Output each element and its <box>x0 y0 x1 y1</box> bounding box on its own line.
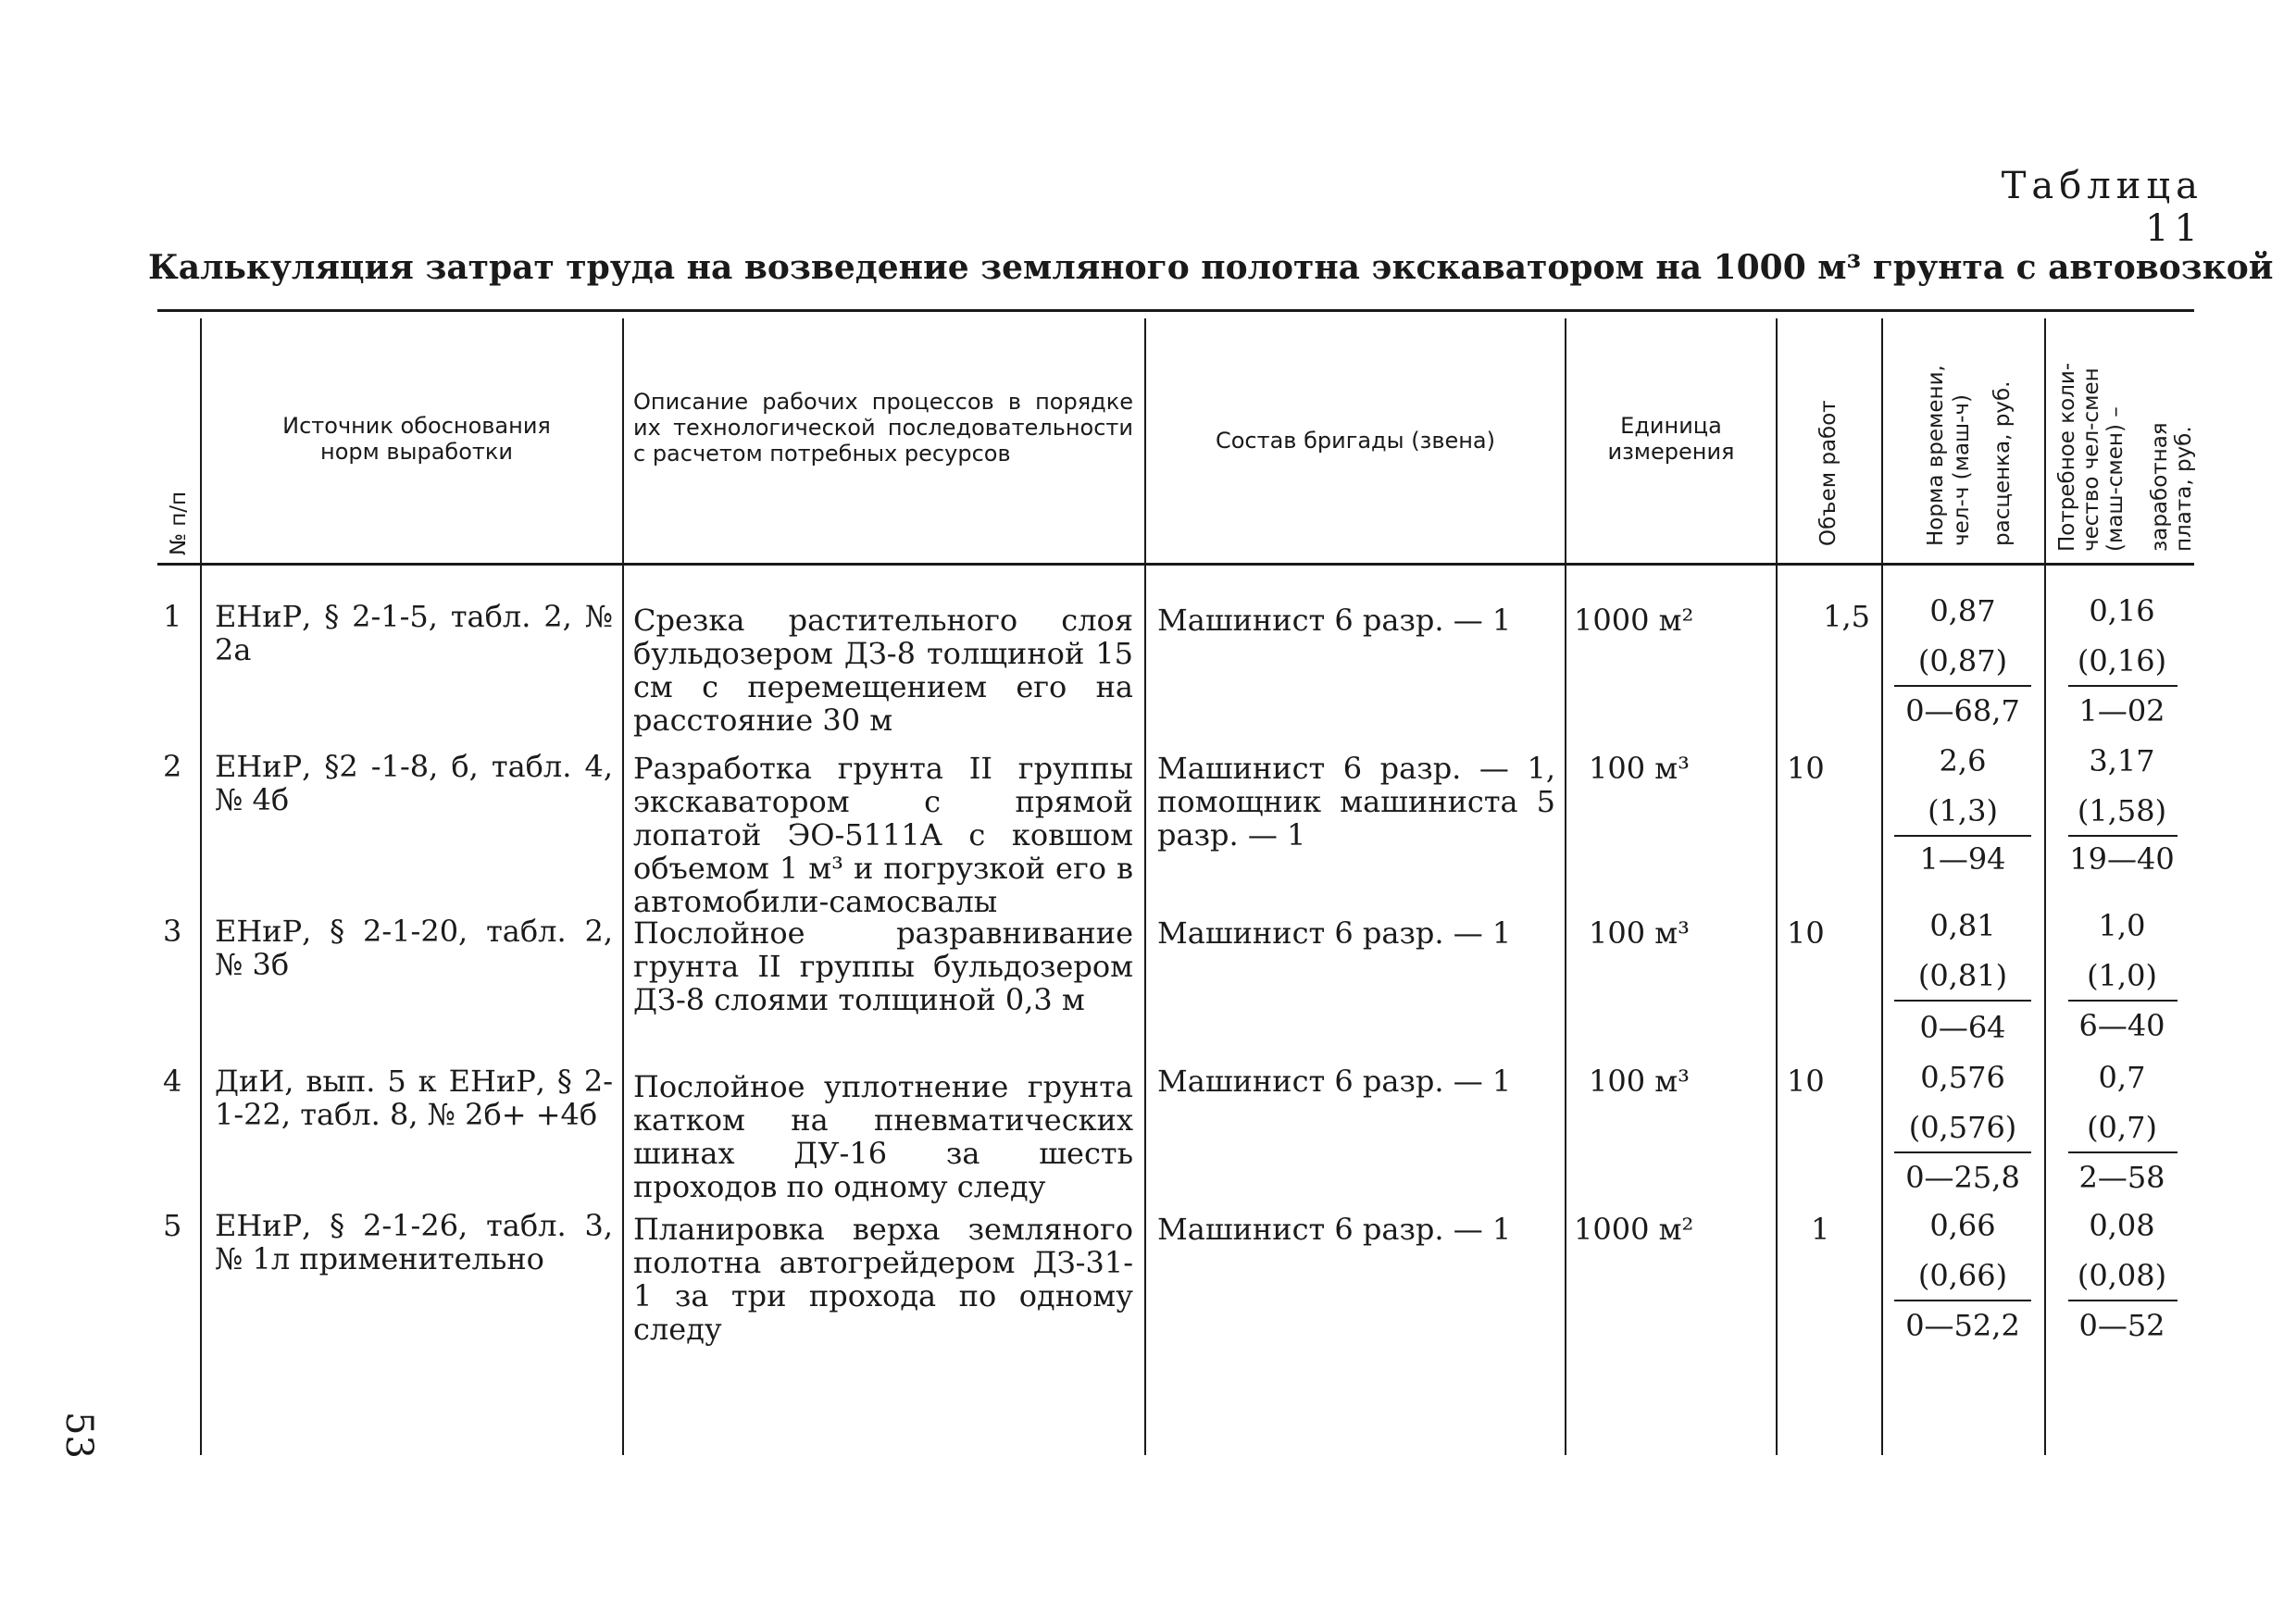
header-norm-units: чел-ч (маш-ч) <box>1950 394 1974 546</box>
header-need-l1: Потребное коли- <box>2055 362 2079 552</box>
table-number: Таблица 11 <box>2001 165 2203 250</box>
need-wage: 0—52 <box>2078 1308 2165 1343</box>
fraction-line <box>1894 835 2031 837</box>
fraction-line <box>1894 685 2031 687</box>
row-description: Послойное уплотнение грунта катком на пневматических шинах ДУ-16 за шесть проходов по одному следу <box>633 1069 1133 1204</box>
need-value: 0,08 <box>2089 1208 2155 1243</box>
fraction-line <box>2068 685 2177 687</box>
table-header-rule <box>157 563 2194 566</box>
fraction-line <box>2068 1000 2177 1002</box>
need-value: 3,17 <box>2089 743 2155 778</box>
row-number: 1 <box>163 599 182 634</box>
header-volume: Объем работ <box>1816 400 1841 546</box>
need-value: 0,7 <box>2098 1060 2146 1095</box>
header-norm-rate: расценка, руб. <box>1990 380 2015 546</box>
row-description: Разработка грунта II группы экскаватором с прямой лопатой ЭО-5111А с ковшом объемом 1 м³ и погрузкой его в автомобили-самосвалы <box>633 751 1133 919</box>
norm-value: 0,576 <box>1920 1060 2005 1095</box>
need-machine-value: (0,08) <box>2077 1258 2167 1293</box>
column-divider <box>2044 318 2046 1455</box>
norm-value: 0,66 <box>1929 1208 1996 1243</box>
column-divider <box>622 318 624 1455</box>
table-top-rule <box>157 309 2194 312</box>
row-volume: 10 <box>1787 751 1825 786</box>
norm-rate: 0—64 <box>1919 1010 2006 1045</box>
header-need-l4: заработная <box>2148 422 2172 552</box>
fraction-line <box>2068 1300 2177 1301</box>
norm-value: 2,6 <box>1939 743 1987 778</box>
fraction-line <box>2068 1151 2177 1153</box>
row-crew: Машинист 6 разр. — 1 <box>1157 603 1512 638</box>
row-volume: 1 <box>1811 1212 1830 1247</box>
header-need-l5: плата, руб. <box>2172 426 2196 552</box>
column-divider <box>200 318 202 1455</box>
fraction-line <box>2068 835 2177 837</box>
page-number: 53 <box>57 1412 100 1459</box>
header-num: № п/п <box>167 491 191 555</box>
row-number: 2 <box>163 749 182 784</box>
header-norm-time: Норма времени, <box>1924 365 1948 546</box>
row-description: Срезка растительного слоя бульдозером ДЗ-8 толщиной 15 см с перемещением его на расстояние 30 м <box>633 603 1133 738</box>
header-unit: Единица измерения <box>1607 413 1735 465</box>
row-source: ЕНиР, § 2-1-26, табл. 3, № 1л применительно <box>215 1208 613 1276</box>
row-crew: Машинист 6 разр. — 1 <box>1157 1212 1512 1247</box>
norm-machine-value: (1,3) <box>1928 793 1998 828</box>
row-unit: 100 м³ <box>1589 915 1690 951</box>
need-value: 1,0 <box>2098 908 2146 943</box>
column-divider <box>1565 318 1566 1455</box>
row-source: ЕНиР, § 2-1-20, табл. 2, № 3б <box>215 914 613 982</box>
norm-rate: 1—94 <box>1919 841 2006 877</box>
need-machine-value: (0,7) <box>2087 1110 2157 1145</box>
norm-machine-value: (0,87) <box>1917 643 2008 678</box>
column-divider <box>1881 318 1883 1455</box>
fraction-line <box>1894 1000 2031 1002</box>
row-crew: Машинист 6 разр. — 1, помощник машиниста 5 разр. — 1 <box>1157 751 1555 853</box>
row-volume: 1,5 <box>1823 599 1870 634</box>
norm-machine-value: (0,66) <box>1917 1258 2008 1293</box>
norm-rate: 0—52,2 <box>1905 1308 2020 1343</box>
row-description: Послойное разравнивание грунта II группы бульдозером ДЗ-8 слоями толщиной 0,3 м <box>633 915 1133 1017</box>
row-source: ДиИ, вып. 5 к ЕНиР, § 2-1-22, табл. 8, № 2б+ +4б <box>215 1064 613 1132</box>
header-description: Описание рабочих процессов в порядке их технологической последовательности с расчетом потребных ресурсов <box>633 389 1133 467</box>
header-crew: Состав бригады (звена) <box>1215 428 1495 454</box>
row-volume: 10 <box>1787 1064 1825 1099</box>
row-source: ЕНиР, §2 -1-8, б, табл. 4, № 4б <box>215 749 613 817</box>
row-source: ЕНиР, § 2-1-5, табл. 2, № 2а <box>215 599 613 667</box>
row-number: 3 <box>163 914 182 949</box>
fraction-line <box>1894 1151 2031 1153</box>
row-number: 5 <box>163 1208 182 1243</box>
row-number: 4 <box>163 1064 182 1099</box>
need-wage: 2—58 <box>2078 1160 2165 1195</box>
norm-value: 0,81 <box>1929 908 1996 943</box>
row-crew: Машинист 6 разр. — 1 <box>1157 915 1512 951</box>
need-machine-value: (1,58) <box>2077 793 2167 828</box>
column-divider <box>1776 318 1778 1455</box>
column-divider <box>1144 318 1146 1455</box>
norm-machine-value: (0,81) <box>1917 958 2008 993</box>
need-wage: 6—40 <box>2078 1008 2165 1043</box>
norm-value: 0,87 <box>1929 593 1996 629</box>
need-wage: 19—40 <box>2069 841 2175 877</box>
norm-rate: 0—25,8 <box>1905 1160 2020 1195</box>
row-volume: 10 <box>1787 915 1825 951</box>
row-description: Планировка верха земляного полотна автогрейдером ДЗ-31-1 за три прохода по одному следу <box>633 1212 1133 1347</box>
need-wage: 1—02 <box>2078 693 2165 728</box>
row-unit: 100 м³ <box>1589 1064 1690 1099</box>
table-title: Калькуляция затрат труда на возведение земляного полотна экскаватором на 1000 м³ грунта с автовозкой <box>148 248 2274 287</box>
norm-rate: 0—68,7 <box>1905 693 2020 728</box>
header-need-l3: (маш-смен) – <box>2103 406 2128 552</box>
header-source: Источник обоснования норм выработки <box>282 413 551 465</box>
fraction-line <box>1894 1300 2031 1301</box>
need-machine-value: (1,0) <box>2087 958 2157 993</box>
header-need-l2: чество чел-смен <box>2079 367 2103 552</box>
norm-machine-value: (0,576) <box>1908 1110 2017 1145</box>
row-unit: 1000 м² <box>1574 603 1694 638</box>
row-unit: 100 м³ <box>1589 751 1690 786</box>
need-machine-value: (0,16) <box>2077 643 2167 678</box>
row-crew: Машинист 6 разр. — 1 <box>1157 1064 1512 1099</box>
row-unit: 1000 м² <box>1574 1212 1694 1247</box>
need-value: 0,16 <box>2089 593 2155 629</box>
